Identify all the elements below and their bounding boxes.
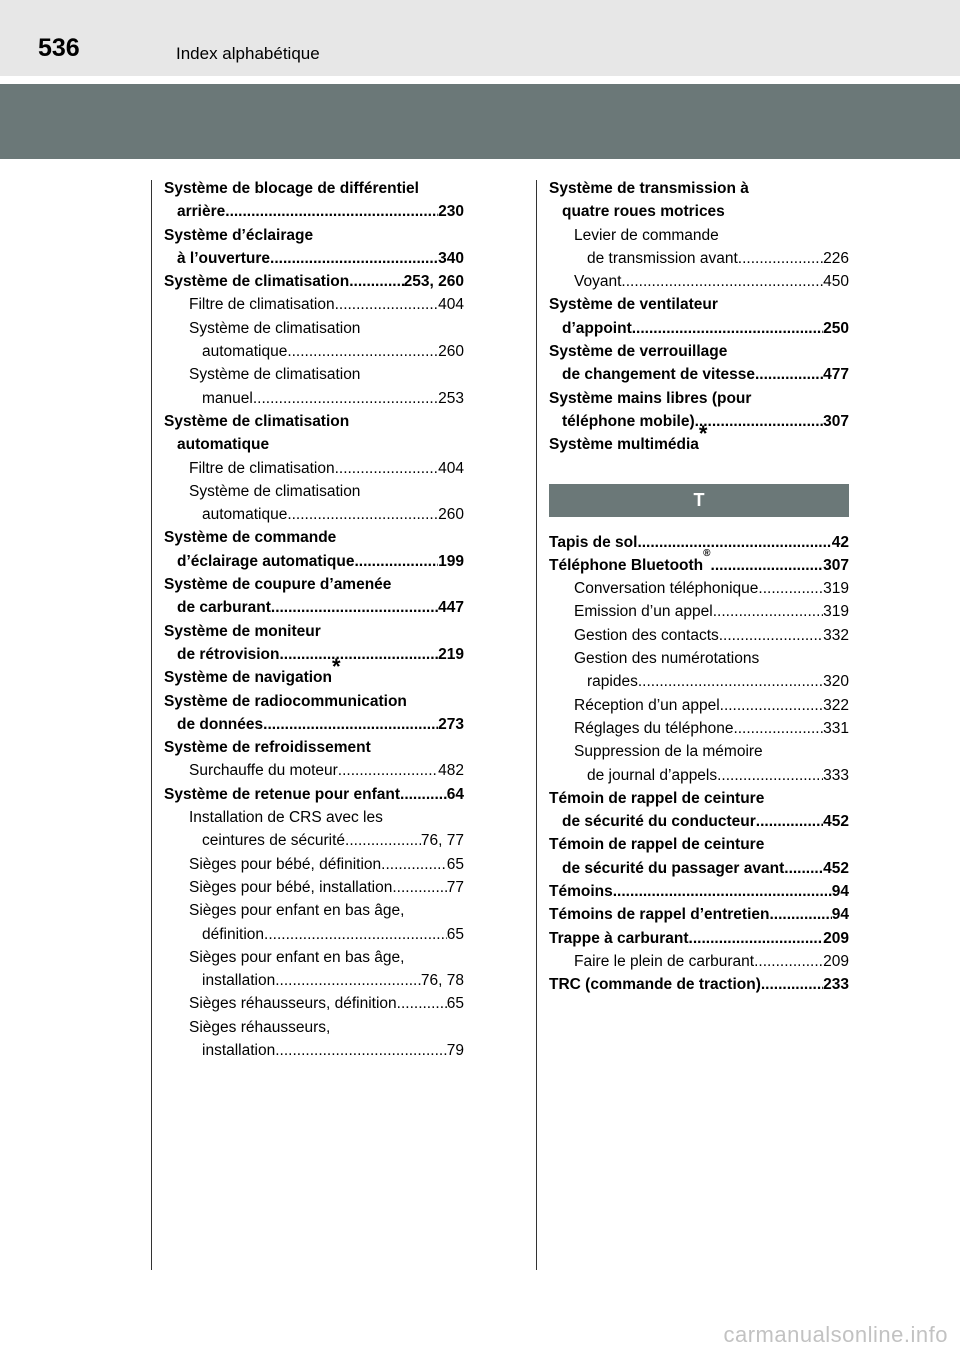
index-entry (164, 1016, 464, 1039)
index-entry (164, 876, 464, 899)
index-entry-text: TRC (commande de traction) (549, 976, 761, 994)
index-entry (164, 247, 464, 270)
index-entry-text: d’appoint (562, 319, 632, 337)
dot-leader (755, 363, 823, 386)
index-entry-text: de sécurité du conducteur (562, 813, 756, 831)
index-entry (164, 992, 464, 1015)
index-entry (549, 177, 849, 200)
index-entry (164, 969, 464, 992)
index-entry-page: 94 (831, 906, 849, 924)
dot-leader (720, 694, 823, 717)
index-entry (164, 736, 464, 759)
index-entry-page: 447 (438, 599, 464, 617)
watermark: carmanualsonline.info (723, 1322, 948, 1347)
index-entry (164, 410, 464, 433)
index-entry-text: Sièges pour enfant en bas âge, (189, 902, 405, 920)
index-entry-text: Gestion des contacts (574, 626, 719, 644)
index-entry (549, 577, 849, 600)
dot-leader (338, 759, 438, 782)
index-entry-page: 65 (446, 925, 464, 943)
section-title: Index alphabétique (176, 44, 320, 63)
index-entry (164, 387, 464, 410)
index-entry-page: 253, 260 (403, 273, 464, 291)
index-entry-page: 273 (438, 715, 464, 733)
index-entry-text: Système de climatisation (189, 319, 361, 337)
index-entry-text: Système de refroidissement (164, 739, 371, 757)
index-entry (549, 547, 849, 577)
index-entry-text: Système mains libres (pour (549, 389, 752, 407)
dot-leader (689, 927, 824, 950)
index-entry (164, 806, 464, 829)
index-entry-text: Téléphone Bluetooth (549, 556, 704, 574)
dot-leader (621, 270, 823, 293)
index-entry (549, 810, 849, 833)
index-entry-text: Levier de commande (574, 226, 719, 244)
index-entry-text: Tapis de sol (549, 533, 638, 551)
index-entry-page: 320 (823, 673, 849, 691)
index-entry-text: à l’ouverture (177, 249, 271, 267)
index-entry (164, 457, 464, 480)
index-entry-page: 333 (823, 766, 849, 784)
dot-leader (345, 829, 421, 852)
index-entry-text: Système de climatisation (189, 482, 361, 500)
dot-leader (770, 903, 832, 926)
index-entry (549, 764, 849, 787)
index-entry-text: Témoin de rappel de ceinture (549, 789, 765, 807)
index-entry-page: 250 (823, 319, 849, 337)
index-entry-page: 226 (823, 249, 849, 267)
index-entry-text: automatique (202, 343, 288, 361)
index-entry-text: Gestion des numérotations (574, 650, 760, 668)
index-entry (549, 624, 849, 647)
index-entry-text: Système d’éclairage (164, 226, 314, 244)
index-entry (164, 293, 464, 316)
index-entry-page: 199 (438, 552, 464, 570)
left-column-rule (151, 180, 152, 1270)
index-entry-text: Suppression de la mémoire (574, 743, 763, 761)
index-entry (549, 857, 849, 880)
index-entry-page: 319 (823, 603, 849, 621)
dot-leader (754, 950, 823, 973)
index-entry (549, 531, 849, 554)
index-entry-text: Conversation téléphonique (574, 580, 759, 598)
index-entry-text: de rétrovision (177, 645, 280, 663)
dot-leader (632, 317, 823, 340)
dot-leader (349, 270, 403, 293)
dot-leader (719, 624, 823, 647)
index-entry-page: 452 (823, 859, 849, 877)
index-entry (549, 740, 849, 763)
index-entry-text: téléphone mobile) (562, 412, 695, 430)
index-entry-page: 253 (438, 389, 464, 407)
dot-leader (711, 554, 824, 577)
index-entry-text: de données (177, 715, 264, 733)
index-entry-text: automatique (177, 436, 270, 454)
dot-leader (253, 387, 438, 410)
index-entry-text: Filtre de climatisation (189, 296, 335, 314)
index-entry-page: 209 (823, 929, 849, 947)
index-entry-page: 76, 77 (420, 832, 464, 850)
index-entry-text: Sièges pour bébé, installation (189, 878, 393, 896)
asterisk-mark: * (331, 654, 341, 680)
dot-leader (758, 577, 823, 600)
index-entry (549, 293, 849, 316)
dot-leader (275, 969, 421, 992)
index-entry (549, 903, 849, 926)
index-column-left (164, 177, 464, 1062)
index-entry-page: 260 (438, 343, 464, 361)
index-entry (164, 1039, 464, 1062)
index-entry-page: 219 (438, 645, 464, 663)
index-entry-page: 307 (823, 412, 849, 430)
index-entry (164, 526, 464, 549)
index-entry-page: 260 (438, 506, 464, 524)
dot-leader (271, 596, 438, 619)
index-entry-text: Système multimédia (549, 436, 699, 454)
index-entry-text: Réglages du téléphone (574, 719, 734, 737)
index-entry (164, 270, 464, 293)
index-entry (164, 503, 464, 526)
index-entry (549, 717, 849, 740)
index-entry (164, 946, 464, 969)
index-entry (549, 927, 849, 950)
index-group-t (549, 531, 849, 997)
index-entry (549, 670, 849, 693)
dot-leader (392, 876, 446, 899)
index-entry-text: Système de verrouillage (549, 343, 728, 361)
index-entry-text: Système de navigation (164, 669, 332, 687)
index-entry-text: installation (202, 972, 276, 990)
index-entry-text: Faire le plein de carburant (574, 952, 755, 970)
index-entry (549, 694, 849, 717)
index-entry-text: Réception d’un appel (574, 696, 720, 714)
index-entry (164, 899, 464, 922)
dot-leader (784, 857, 823, 880)
dot-leader (713, 600, 823, 623)
index-entry (549, 787, 849, 810)
header-band (0, 84, 960, 159)
page-number: 536 (38, 34, 80, 62)
index-entry-text: Témoin de rappel de ceinture (549, 836, 765, 854)
index-entry-page: 79 (446, 1041, 464, 1059)
index-entry (164, 596, 464, 619)
index-entry-page: 340 (438, 249, 464, 267)
index-entry-page: 307 (823, 556, 849, 574)
index-entry (549, 833, 849, 856)
index-entry-text: Système de climatisation (189, 366, 361, 384)
index-entry (164, 690, 464, 713)
index-entry-page: 209 (823, 952, 849, 970)
index-entry-page: 331 (823, 719, 849, 737)
index-entry (164, 363, 464, 386)
index-entry-text: de sécurité du passager avant (562, 859, 785, 877)
index-entry-text: Système de moniteur (164, 622, 321, 640)
index-entry-page: 42 (831, 533, 849, 551)
index-entry-text: ceintures de sécurité (202, 832, 346, 850)
index-entry-text: rapides (587, 673, 638, 691)
index-entry-text: Témoins de rappel d’entretien (549, 906, 770, 924)
index-entry-page: 65 (446, 995, 464, 1013)
index-entry-text: Système de retenue pour enfant (164, 785, 401, 803)
index-entry-text: Système de radiocommunication (164, 692, 407, 710)
index-entry (549, 387, 849, 410)
index-entry-page: 404 (438, 459, 464, 477)
index-entry-text: définition (202, 925, 265, 943)
index-entry (164, 224, 464, 247)
index-entry (164, 550, 464, 573)
index-entry-page: 477 (823, 366, 849, 384)
index-entry-text: d’éclairage automatique (177, 552, 355, 570)
index-entry-text: Système de ventilateur (549, 296, 718, 314)
index-entry-page: 76, 78 (420, 972, 464, 990)
dot-leader (613, 880, 832, 903)
index-entry-text: automatique (202, 506, 288, 524)
index-entry (164, 317, 464, 340)
index-entry-page: 450 (823, 273, 849, 291)
index-entry-text: Système de blocage de différentiel (164, 180, 419, 197)
dot-leader (287, 503, 438, 526)
index-entry (549, 363, 849, 386)
index-entry-text: Emission d’un appel (574, 603, 713, 621)
asterisk-mark: * (698, 421, 708, 447)
index-entry-text: Sièges réhausseurs, (189, 1018, 331, 1036)
dot-leader (733, 717, 823, 740)
index-entry-text: Système de climatisation (164, 412, 350, 430)
index-entry-page: 64 (446, 785, 464, 803)
index-entry (549, 973, 849, 996)
dot-leader (695, 410, 824, 433)
index-entry (549, 247, 849, 270)
dot-leader (270, 247, 438, 270)
dot-leader (264, 923, 447, 946)
letter-header-t: T (549, 484, 849, 517)
index-entry (549, 224, 849, 247)
index-entry-text: Système de climatisation (164, 273, 350, 291)
index-entry (164, 573, 464, 596)
dot-leader (354, 550, 438, 573)
index-entry (549, 600, 849, 623)
index-entry-page: 94 (831, 883, 849, 901)
index-entry-page: 322 (823, 696, 849, 714)
index-entry (549, 340, 849, 363)
dot-leader (275, 1039, 447, 1062)
index-entry-page: 230 (438, 203, 464, 221)
index-entry-page: 332 (823, 626, 849, 644)
index-entry-text: de carburant (177, 599, 271, 617)
index-entry (164, 643, 464, 666)
index-entry-page: 452 (823, 813, 849, 831)
index-column-right (549, 177, 849, 997)
dot-leader (287, 340, 438, 363)
registered-mark: ® (703, 547, 711, 559)
index-entry (164, 620, 464, 643)
index-entry (164, 177, 464, 200)
page-header-bar (0, 0, 960, 76)
index-entry-text: arrière (177, 203, 226, 221)
index-entry-page: 233 (823, 976, 849, 994)
index-entry-text: Surchauffe du moteur (189, 762, 338, 780)
index-entry-page: 319 (823, 580, 849, 598)
index-entry (164, 853, 464, 876)
dot-leader (397, 992, 447, 1015)
index-entry (164, 200, 464, 223)
dot-leader (717, 764, 823, 787)
dot-leader (335, 457, 439, 480)
index-entry-page: 404 (438, 296, 464, 314)
index-entry-text: Filtre de climatisation (189, 459, 335, 477)
index-entry-text: manuel (202, 389, 253, 407)
index-entry-text: de transmission avant (587, 249, 738, 267)
dot-leader (738, 247, 823, 270)
index-entry (549, 200, 849, 223)
index-entry (164, 783, 464, 806)
dot-leader (761, 973, 823, 996)
index-entry (164, 480, 464, 503)
index-entry (164, 433, 464, 456)
dot-leader (225, 200, 438, 223)
index-entry (549, 317, 849, 340)
dot-leader (381, 853, 447, 876)
index-entry (549, 647, 849, 670)
index-entry-text: quatre roues motrices (562, 203, 725, 221)
dot-leader (263, 713, 438, 736)
index-entry (164, 759, 464, 782)
index-entry-page: 77 (446, 878, 464, 896)
index-entry (549, 270, 849, 293)
index-entry-text: de journal d’appels (587, 766, 718, 784)
index-entry-text: Trappe à carburant (549, 929, 689, 947)
index-entry-text: installation (202, 1041, 276, 1059)
index-entry-text: Témoins (549, 883, 613, 901)
index-entry-page: 65 (446, 855, 464, 873)
index-entry (164, 713, 464, 736)
dot-leader (638, 670, 823, 693)
index-entry (164, 829, 464, 852)
right-column-rule (536, 180, 537, 1270)
index-entry-text: Sièges pour bébé, définition (189, 855, 382, 873)
index-entry-text: Système de commande (164, 529, 337, 547)
index-entry-text: Sièges réhausseurs, définition (189, 995, 397, 1013)
index-group-s-continued (549, 177, 849, 457)
index-entry-text: de changement de vitesse (562, 366, 755, 384)
index-entry (549, 950, 849, 973)
index-entry-text: Installation de CRS avec les (189, 809, 383, 827)
dot-leader (637, 531, 831, 554)
index-entry-page: 482 (438, 762, 464, 780)
index-entry-text: Système de transmission à (549, 180, 749, 197)
dot-leader (756, 810, 823, 833)
index-entry (164, 340, 464, 363)
index-entry (549, 880, 849, 903)
dot-leader (400, 783, 447, 806)
index-entry-text: Voyant (574, 273, 622, 291)
dot-leader (335, 293, 439, 316)
index-entry-text: Sièges pour enfant en bas âge, (189, 948, 405, 966)
index-entry (164, 923, 464, 946)
index-entry-text: Système de coupure d’amenée (164, 576, 392, 594)
dot-leader (280, 643, 439, 666)
